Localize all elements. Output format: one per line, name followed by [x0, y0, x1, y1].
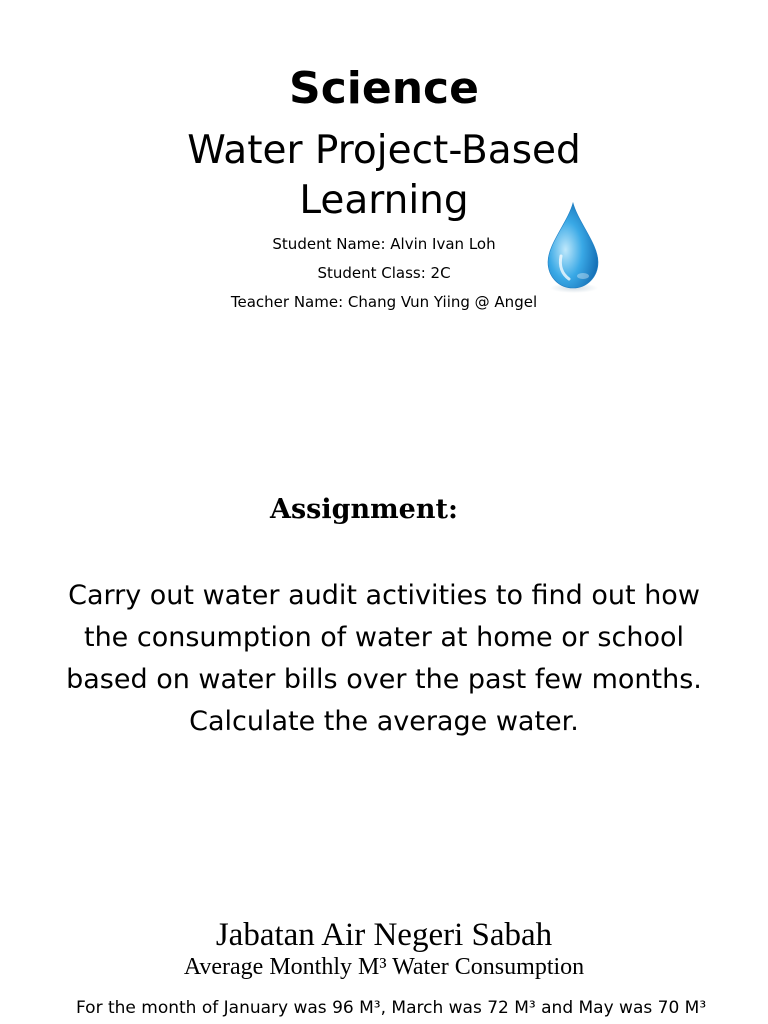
subtitle-line-1: Water Project-Based [187, 128, 581, 173]
department-subtitle: Average Monthly M³ Water Consumption [183, 954, 585, 980]
water-drop-icon [541, 200, 605, 296]
assignment-body: Carry out water audit activities to find out how the consumption of water at home or school based on water bills over the past few months. Calculate the average water. [66, 580, 702, 737]
student-name: Student Name: Alvin Ivan Loh [272, 235, 496, 253]
teacher-name: Teacher Name: Chang Vun Yiing @ Angel [230, 293, 538, 311]
page-subtitle [0, 126, 768, 226]
consumption-text: For the month of January was 96 M³, March was 72 M³ and May was 70 M³ [76, 998, 707, 1018]
assignment-heading: Assignment: [270, 494, 458, 525]
department-name: Jabatan Air Negeri Sabah [215, 917, 553, 953]
student-class: Student Class: 2C [317, 264, 451, 282]
subtitle-line-2: Learning [299, 178, 469, 223]
page-title: Science [289, 63, 479, 114]
